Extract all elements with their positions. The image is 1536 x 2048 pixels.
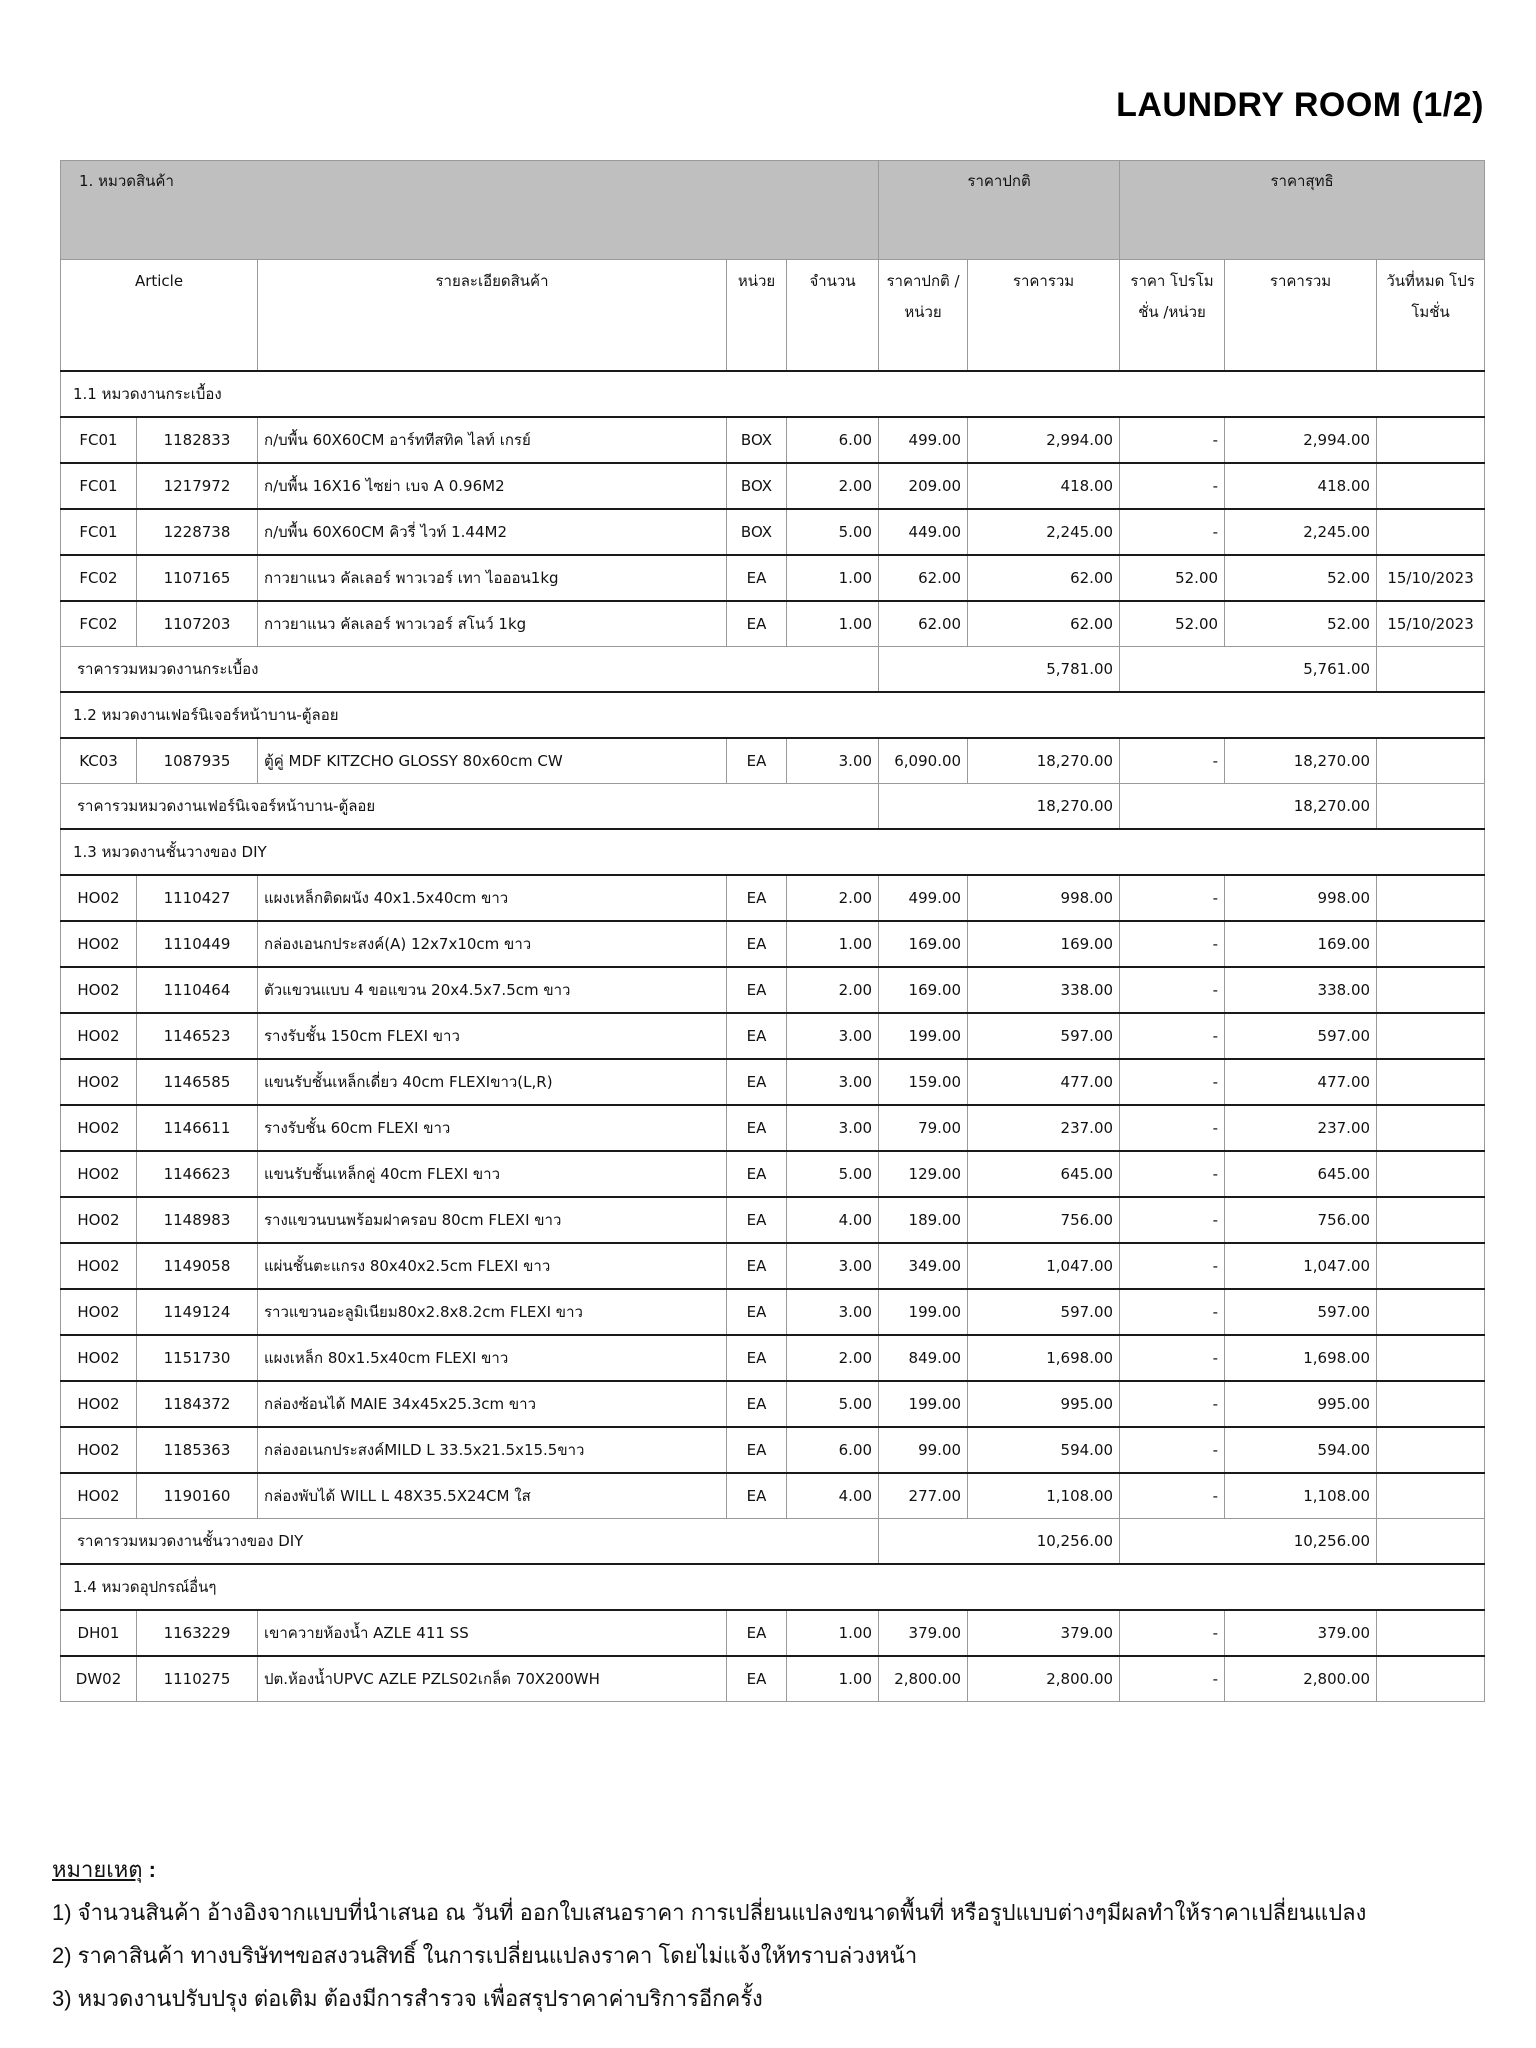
item-promo-end <box>1377 1289 1485 1335</box>
item-net-total: 52.00 <box>1225 601 1377 647</box>
item-qty: 5.00 <box>787 1381 879 1427</box>
notes-colon: : <box>142 1857 157 1882</box>
item-promo-price: - <box>1120 417 1225 463</box>
col-net-total: ราคารวม <box>1225 260 1377 372</box>
item-net-total: 2,245.00 <box>1225 509 1377 555</box>
subtotal-empty <box>1377 784 1485 830</box>
regular-price-header: ราคาปกติ <box>879 161 1120 260</box>
item-promo-end <box>1377 1335 1485 1381</box>
item-qty: 3.00 <box>787 738 879 784</box>
item-description: ก/บพื้น 16X16 ไซย่า เบจ A 0.96M2 <box>258 463 727 509</box>
item-unit: EA <box>727 875 787 921</box>
item-qty: 1.00 <box>787 555 879 601</box>
item-article: 1184372 <box>137 1381 258 1427</box>
item-net-total: 597.00 <box>1225 1289 1377 1335</box>
item-net-total: 2,994.00 <box>1225 417 1377 463</box>
subtotal-net: 18,270.00 <box>1120 784 1377 830</box>
item-promo-end <box>1377 1197 1485 1243</box>
item-promo-end <box>1377 1013 1485 1059</box>
table-row <box>61 1243 1485 1289</box>
col-total: ราคารวม <box>968 260 1120 372</box>
item-qty: 2.00 <box>787 463 879 509</box>
item-total: 645.00 <box>968 1151 1120 1197</box>
section-header-row <box>61 371 1485 417</box>
item-price-per-unit: 449.00 <box>879 509 968 555</box>
subtotal-regular: 18,270.00 <box>879 784 1120 830</box>
item-article: 1149058 <box>137 1243 258 1289</box>
item-promo-end: 15/10/2023 <box>1377 555 1485 601</box>
item-code: HO02 <box>61 1289 137 1335</box>
item-description: แขนรับชั้นเหล็กคู่ 40cm FLEXI ขาว <box>258 1151 727 1197</box>
item-price-per-unit: 209.00 <box>879 463 968 509</box>
item-unit: EA <box>727 555 787 601</box>
item-promo-price: - <box>1120 1151 1225 1197</box>
item-qty: 3.00 <box>787 1105 879 1151</box>
item-article: 1146585 <box>137 1059 258 1105</box>
section-title: 1.2 หมวดงานเฟอร์นิเจอร์หน้าบาน-ตู้ลอย <box>61 692 1485 738</box>
item-code: FC01 <box>61 463 137 509</box>
item-code: HO02 <box>61 1013 137 1059</box>
item-price-per-unit: 169.00 <box>879 921 968 967</box>
subtotal-row <box>61 1519 1485 1565</box>
item-price-per-unit: 2,800.00 <box>879 1656 968 1702</box>
section-header-row <box>61 1564 1485 1610</box>
item-qty: 3.00 <box>787 1059 879 1105</box>
item-total: 62.00 <box>968 601 1120 647</box>
item-price-per-unit: 499.00 <box>879 417 968 463</box>
item-promo-price: - <box>1120 1059 1225 1105</box>
item-promo-price: - <box>1120 1656 1225 1702</box>
quotation-table <box>60 160 1485 1702</box>
item-code: KC03 <box>61 738 137 784</box>
item-article: 1146611 <box>137 1105 258 1151</box>
item-promo-end <box>1377 1059 1485 1105</box>
item-article: 1185363 <box>137 1427 258 1473</box>
item-qty: 2.00 <box>787 1335 879 1381</box>
item-qty: 1.00 <box>787 921 879 967</box>
table-row <box>61 1381 1485 1427</box>
item-code: HO02 <box>61 1151 137 1197</box>
item-code: FC02 <box>61 555 137 601</box>
item-unit: EA <box>727 1105 787 1151</box>
item-code: HO02 <box>61 921 137 967</box>
item-description: รางแขวนบนพร้อมฝาครอบ 80cm FLEXI ขาว <box>258 1197 727 1243</box>
net-price-header: ราคาสุทธิ <box>1120 161 1485 260</box>
item-promo-end <box>1377 1151 1485 1197</box>
item-promo-price: - <box>1120 875 1225 921</box>
item-article: 1110427 <box>137 875 258 921</box>
item-description: แขนรับชั้นเหล็กเดี่ยว 40cm FLEXIขาว(L,R) <box>258 1059 727 1105</box>
item-description: แผงเหล็ก 80x1.5x40cm FLEXI ขาว <box>258 1335 727 1381</box>
item-price-per-unit: 499.00 <box>879 875 968 921</box>
item-promo-price: - <box>1120 738 1225 784</box>
item-price-per-unit: 62.00 <box>879 555 968 601</box>
item-promo-end <box>1377 463 1485 509</box>
item-net-total: 998.00 <box>1225 875 1377 921</box>
col-article: Article <box>61 260 258 372</box>
item-description: ก/บพื้น 60X60CM อาร์ททีสทิค ไลท์ เกรย์ <box>258 417 727 463</box>
col-price-per-unit: ราคาปกติ /หน่วย <box>879 260 968 372</box>
item-description: กล่องเอนกประสงค์(A) 12x7x10cm ขาว <box>258 921 727 967</box>
table-row <box>61 967 1485 1013</box>
item-net-total: 995.00 <box>1225 1381 1377 1427</box>
item-qty: 3.00 <box>787 1289 879 1335</box>
item-description: กล่องพับได้ WILL L 48X35.5X24CM ใส <box>258 1473 727 1519</box>
subtotal-net: 5,761.00 <box>1120 647 1377 693</box>
item-price-per-unit: 62.00 <box>879 601 968 647</box>
table-row <box>61 1151 1485 1197</box>
table-row <box>61 463 1485 509</box>
item-net-total: 338.00 <box>1225 967 1377 1013</box>
item-qty: 4.00 <box>787 1197 879 1243</box>
item-qty: 5.00 <box>787 509 879 555</box>
item-net-total: 52.00 <box>1225 555 1377 601</box>
note-line: 2) ราคาสินค้า ทางบริษัทฯขอสงวนสิทธิ์ ในการเปลี่ยนแปลงราคา โดยไม่แจ้งให้ทราบล่วงหน้า <box>52 1943 918 1968</box>
item-price-per-unit: 849.00 <box>879 1335 968 1381</box>
col-qty: จำนวน <box>787 260 879 372</box>
item-description: ตัวแขวนแบบ 4 ขอแขวน 20x4.5x7.5cm ขาว <box>258 967 727 1013</box>
item-promo-end: 15/10/2023 <box>1377 601 1485 647</box>
item-promo-price: - <box>1120 921 1225 967</box>
item-net-total: 418.00 <box>1225 463 1377 509</box>
item-promo-end <box>1377 738 1485 784</box>
item-promo-price: - <box>1120 1381 1225 1427</box>
item-price-per-unit: 79.00 <box>879 1105 968 1151</box>
item-net-total: 18,270.00 <box>1225 738 1377 784</box>
item-description: ตู้คู่ MDF KITZCHO GLOSSY 80x60cm CW <box>258 738 727 784</box>
item-article: 1110449 <box>137 921 258 967</box>
item-net-total: 756.00 <box>1225 1197 1377 1243</box>
item-price-per-unit: 199.00 <box>879 1289 968 1335</box>
item-promo-end <box>1377 1473 1485 1519</box>
table-row <box>61 1059 1485 1105</box>
item-description: ราวแขวนอะลูมิเนียม80x2.8x8.2cm FLEXI ขาว <box>258 1289 727 1335</box>
item-promo-price: - <box>1120 1105 1225 1151</box>
item-total: 477.00 <box>968 1059 1120 1105</box>
subtotal-regular: 10,256.00 <box>879 1519 1120 1565</box>
table-row <box>61 1427 1485 1473</box>
item-total: 237.00 <box>968 1105 1120 1151</box>
note-line: 1) จำนวนสินค้า อ้างอิงจากแบบที่นำเสนอ ณ วันที่ ออกใบเสนอราคา การเปลี่ยนแปลงขนาดพื้นที่ หรือรูปแบบต่างๆมีผลทำให้ราคาเปลี่ยนแปลง <box>52 1900 1367 1925</box>
item-unit: EA <box>727 1243 787 1289</box>
item-total: 597.00 <box>968 1289 1120 1335</box>
item-net-total: 169.00 <box>1225 921 1377 967</box>
item-promo-price: - <box>1120 1335 1225 1381</box>
item-price-per-unit: 169.00 <box>879 967 968 1013</box>
item-unit: BOX <box>727 417 787 463</box>
item-total: 756.00 <box>968 1197 1120 1243</box>
section-header-row <box>61 692 1485 738</box>
subtotal-label: ราคารวมหมวดงานชั้นวางของ DIY <box>61 1519 879 1565</box>
item-description: กาวยาแนว คัลเลอร์ พาวเวอร์ เทา ไอออน1kg <box>258 555 727 601</box>
item-qty: 3.00 <box>787 1243 879 1289</box>
item-total: 1,047.00 <box>968 1243 1120 1289</box>
item-net-total: 594.00 <box>1225 1427 1377 1473</box>
subtotal-empty <box>1377 647 1485 693</box>
item-total: 2,800.00 <box>968 1656 1120 1702</box>
item-description: กล่องอเนกประสงค์MILD L 33.5x21.5x15.5ขาว <box>258 1427 727 1473</box>
item-code: HO02 <box>61 1427 137 1473</box>
item-code: HO02 <box>61 967 137 1013</box>
item-promo-price: - <box>1120 967 1225 1013</box>
item-unit: BOX <box>727 463 787 509</box>
item-article: 1149124 <box>137 1289 258 1335</box>
item-description: แผงเหล็กติดผนัง 40x1.5x40cm ขาว <box>258 875 727 921</box>
item-price-per-unit: 6,090.00 <box>879 738 968 784</box>
item-qty: 3.00 <box>787 1013 879 1059</box>
item-article: 1107203 <box>137 601 258 647</box>
item-article: 1228738 <box>137 509 258 555</box>
item-code: HO02 <box>61 875 137 921</box>
item-code: HO02 <box>61 1243 137 1289</box>
table-row <box>61 738 1485 784</box>
item-unit: EA <box>727 1289 787 1335</box>
item-qty: 1.00 <box>787 1656 879 1702</box>
table-row <box>61 921 1485 967</box>
notes-heading: หมายเหตุ <box>52 1857 143 1882</box>
item-total: 998.00 <box>968 875 1120 921</box>
item-unit: EA <box>727 738 787 784</box>
table-row <box>61 875 1485 921</box>
section-title: 1.3 หมวดงานชั้นวางของ DIY <box>61 829 1485 875</box>
table-row <box>61 509 1485 555</box>
item-article: 1110464 <box>137 967 258 1013</box>
column-header-row <box>61 260 1485 372</box>
item-net-total: 2,800.00 <box>1225 1656 1377 1702</box>
item-promo-end <box>1377 1656 1485 1702</box>
item-total: 62.00 <box>968 555 1120 601</box>
table-row <box>61 1656 1485 1702</box>
item-description: ก/บพื้น 60X60CM คิวรี่ ไวท์ 1.44M2 <box>258 509 727 555</box>
item-total: 594.00 <box>968 1427 1120 1473</box>
item-promo-price: 52.00 <box>1120 601 1225 647</box>
notes <box>52 1848 1366 2020</box>
item-unit: EA <box>727 1610 787 1656</box>
item-article: 1107165 <box>137 555 258 601</box>
item-promo-end <box>1377 1105 1485 1151</box>
item-article: 1148983 <box>137 1197 258 1243</box>
item-promo-end <box>1377 509 1485 555</box>
item-code: FC01 <box>61 509 137 555</box>
col-description: รายละเอียดสินค้า <box>258 260 727 372</box>
item-unit: EA <box>727 1059 787 1105</box>
item-code: HO02 <box>61 1335 137 1381</box>
item-code: DH01 <box>61 1610 137 1656</box>
item-price-per-unit: 199.00 <box>879 1013 968 1059</box>
item-price-per-unit: 379.00 <box>879 1610 968 1656</box>
item-unit: EA <box>727 1473 787 1519</box>
item-unit: BOX <box>727 509 787 555</box>
item-total: 1,698.00 <box>968 1335 1120 1381</box>
item-qty: 5.00 <box>787 1151 879 1197</box>
item-total: 418.00 <box>968 463 1120 509</box>
page-title: LAUNDRY ROOM (1/2) <box>1116 86 1484 124</box>
subtotal-row <box>61 647 1485 693</box>
item-promo-price: - <box>1120 509 1225 555</box>
table-row <box>61 555 1485 601</box>
item-promo-price: - <box>1120 1473 1225 1519</box>
item-promo-price: - <box>1120 1610 1225 1656</box>
item-total: 379.00 <box>968 1610 1120 1656</box>
item-total: 597.00 <box>968 1013 1120 1059</box>
item-description: รางรับชั้น 60cm FLEXI ขาว <box>258 1105 727 1151</box>
item-unit: EA <box>727 1151 787 1197</box>
item-qty: 6.00 <box>787 417 879 463</box>
item-promo-price: 52.00 <box>1120 555 1225 601</box>
notes-heading-line <box>52 1848 1366 1891</box>
item-article: 1110275 <box>137 1656 258 1702</box>
item-promo-end <box>1377 875 1485 921</box>
item-unit: EA <box>727 1427 787 1473</box>
table-row <box>61 1335 1485 1381</box>
item-net-total: 1,047.00 <box>1225 1243 1377 1289</box>
item-description: รางรับชั้น 150cm FLEXI ขาว <box>258 1013 727 1059</box>
item-article: 1217972 <box>137 463 258 509</box>
col-unit: หน่วย <box>727 260 787 372</box>
item-qty: 4.00 <box>787 1473 879 1519</box>
item-unit: EA <box>727 921 787 967</box>
item-article: 1151730 <box>137 1335 258 1381</box>
item-price-per-unit: 99.00 <box>879 1427 968 1473</box>
item-code: FC02 <box>61 601 137 647</box>
item-promo-price: - <box>1120 1427 1225 1473</box>
item-description: เขาควายห้องน้ำ AZLE 411 SS <box>258 1610 727 1656</box>
item-promo-price: - <box>1120 463 1225 509</box>
item-net-total: 645.00 <box>1225 1151 1377 1197</box>
item-code: HO02 <box>61 1473 137 1519</box>
table-row <box>61 1473 1485 1519</box>
table-row <box>61 1289 1485 1335</box>
item-price-per-unit: 199.00 <box>879 1381 968 1427</box>
item-promo-price: - <box>1120 1197 1225 1243</box>
item-unit: EA <box>727 967 787 1013</box>
item-total: 338.00 <box>968 967 1120 1013</box>
subtotal-row <box>61 784 1485 830</box>
item-promo-price: - <box>1120 1013 1225 1059</box>
item-qty: 1.00 <box>787 601 879 647</box>
item-description: แผ่นชั้นตะแกรง 80x40x2.5cm FLEXI ขาว <box>258 1243 727 1289</box>
item-article: 1163229 <box>137 1610 258 1656</box>
table-row <box>61 601 1485 647</box>
item-qty: 2.00 <box>787 967 879 1013</box>
item-unit: EA <box>727 1335 787 1381</box>
item-total: 18,270.00 <box>968 738 1120 784</box>
subtotal-net: 10,256.00 <box>1120 1519 1377 1565</box>
item-net-total: 477.00 <box>1225 1059 1377 1105</box>
item-unit: EA <box>727 1656 787 1702</box>
category-header: 1. หมวดสินค้า <box>61 161 879 260</box>
item-promo-end <box>1377 1610 1485 1656</box>
item-code: HO02 <box>61 1105 137 1151</box>
item-promo-end <box>1377 967 1485 1013</box>
item-price-per-unit: 189.00 <box>879 1197 968 1243</box>
item-unit: EA <box>727 1381 787 1427</box>
item-price-per-unit: 159.00 <box>879 1059 968 1105</box>
item-article: 1182833 <box>137 417 258 463</box>
item-code: HO02 <box>61 1059 137 1105</box>
table-row <box>61 1197 1485 1243</box>
item-net-total: 237.00 <box>1225 1105 1377 1151</box>
item-promo-price: - <box>1120 1289 1225 1335</box>
item-promo-end <box>1377 417 1485 463</box>
item-description: กาวยาแนว คัลเลอร์ พาวเวอร์ สโนว์ 1kg <box>258 601 727 647</box>
subtotal-empty <box>1377 1519 1485 1565</box>
section-header-row <box>61 829 1485 875</box>
item-code: HO02 <box>61 1381 137 1427</box>
subtotal-label: ราคารวมหมวดงานกระเบื้อง <box>61 647 879 693</box>
item-price-per-unit: 129.00 <box>879 1151 968 1197</box>
item-qty: 2.00 <box>787 875 879 921</box>
item-promo-price: - <box>1120 1243 1225 1289</box>
group-header-row <box>61 161 1485 260</box>
item-description: ปต.ห้องน้ำUPVC AZLE PZLS02เกล็ด 70X200WH <box>258 1656 727 1702</box>
col-promo-price: ราคา โปรโมชั่น /หน่วย <box>1120 260 1225 372</box>
item-promo-end <box>1377 1381 1485 1427</box>
item-description: กล่องซ้อนได้ MAIE 34x45x25.3cm ขาว <box>258 1381 727 1427</box>
item-total: 995.00 <box>968 1381 1120 1427</box>
note-line: 3) หมวดงานปรับปรุง ต่อเติม ต้องมีการสำรวจ เพื่อสรุปราคาค่าบริการอีกครั้ง <box>52 1986 763 2011</box>
item-net-total: 379.00 <box>1225 1610 1377 1656</box>
item-total: 2,245.00 <box>968 509 1120 555</box>
item-net-total: 597.00 <box>1225 1013 1377 1059</box>
item-qty: 1.00 <box>787 1610 879 1656</box>
item-unit: EA <box>727 1013 787 1059</box>
item-code: DW02 <box>61 1656 137 1702</box>
item-promo-end <box>1377 1243 1485 1289</box>
table-row <box>61 1610 1485 1656</box>
item-article: 1190160 <box>137 1473 258 1519</box>
item-net-total: 1,698.00 <box>1225 1335 1377 1381</box>
table-row <box>61 1013 1485 1059</box>
item-unit: EA <box>727 601 787 647</box>
item-promo-end <box>1377 921 1485 967</box>
item-net-total: 1,108.00 <box>1225 1473 1377 1519</box>
item-total: 2,994.00 <box>968 417 1120 463</box>
item-article: 1146523 <box>137 1013 258 1059</box>
item-article: 1146623 <box>137 1151 258 1197</box>
item-unit: EA <box>727 1197 787 1243</box>
item-code: HO02 <box>61 1197 137 1243</box>
subtotal-label: ราคารวมหมวดงานเฟอร์นิเจอร์หน้าบาน-ตู้ลอย <box>61 784 879 830</box>
col-promo-end: วันที่หมด โปรโมชั่น <box>1377 260 1485 372</box>
section-title: 1.1 หมวดงานกระเบื้อง <box>61 371 1485 417</box>
table-row <box>61 1105 1485 1151</box>
item-total: 1,108.00 <box>968 1473 1120 1519</box>
table-row <box>61 417 1485 463</box>
item-total: 169.00 <box>968 921 1120 967</box>
item-price-per-unit: 349.00 <box>879 1243 968 1289</box>
item-article: 1087935 <box>137 738 258 784</box>
item-code: FC01 <box>61 417 137 463</box>
item-price-per-unit: 277.00 <box>879 1473 968 1519</box>
item-qty: 6.00 <box>787 1427 879 1473</box>
item-promo-end <box>1377 1427 1485 1473</box>
subtotal-regular: 5,781.00 <box>879 647 1120 693</box>
section-title: 1.4 หมวดอุปกรณ์อื่นๆ <box>61 1564 1485 1610</box>
